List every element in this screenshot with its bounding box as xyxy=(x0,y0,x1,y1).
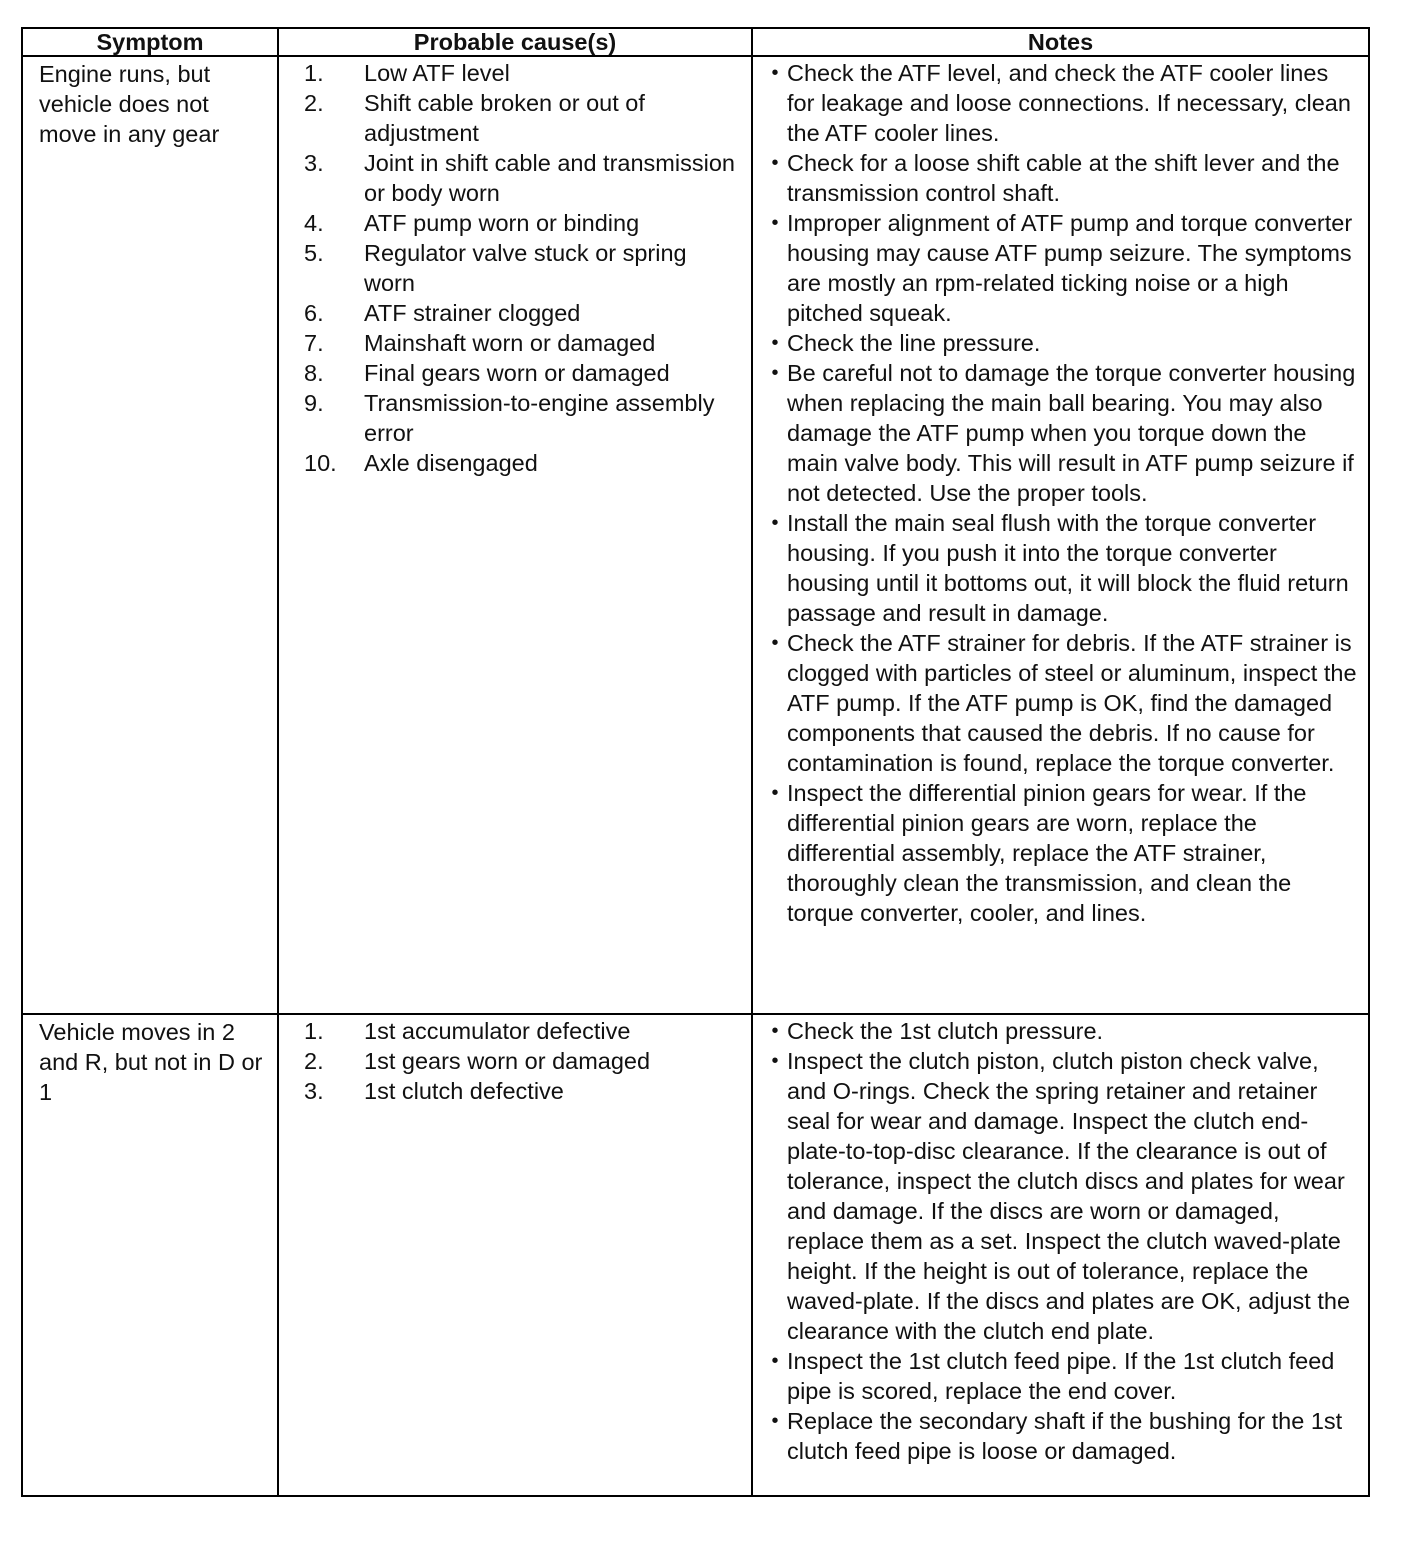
cause-item xyxy=(304,1016,741,1046)
bullet-icon: • xyxy=(771,62,779,84)
bullet-icon: • xyxy=(771,1050,779,1072)
bullet-icon: • xyxy=(771,782,779,804)
symptom-cell: Engine runs, but vehicle does not move in any gear xyxy=(22,56,278,1014)
header-row xyxy=(22,28,1369,56)
cause-text: Joint in shift cable and transmission or body worn xyxy=(364,150,735,206)
note-text: Check for a loose shift cable at the shift lever and the transmission control shaft. xyxy=(787,150,1340,206)
cause-number: 7. xyxy=(304,330,324,356)
note-text: Inspect the differential pinion gears for wear. If the differential pinion gears are worn, replace the differential assembly, replace the ATF strainer, thoroughly clean the transmission, and clean the torque converter, cooler, and lines. xyxy=(787,780,1307,926)
cause-number: 3. xyxy=(304,150,324,176)
cause-item xyxy=(304,88,741,148)
note-item xyxy=(763,1346,1362,1406)
notes-cell xyxy=(752,56,1369,1014)
table-row xyxy=(22,56,1369,1014)
cause-text: ATF pump worn or binding xyxy=(364,210,640,236)
troubleshooting-table xyxy=(21,27,1370,1497)
note-item xyxy=(763,1046,1362,1346)
note-item xyxy=(763,208,1362,328)
note-item xyxy=(763,1406,1362,1466)
cause-item xyxy=(304,358,741,388)
cause-item xyxy=(304,208,741,238)
cause-number: 3. xyxy=(304,1078,324,1104)
cause-item xyxy=(304,238,741,298)
note-text: Be careful not to damage the torque converter housing when replacing the main ball bearing. You may also damage the ATF pump when you torque down the main valve body. This will result in ATF pump seizure if not detected. Use the proper tools. xyxy=(787,360,1356,506)
header-notes: Notes xyxy=(752,28,1369,56)
cause-text: Transmission-to-engine assembly error xyxy=(364,390,715,446)
cause-text: 1st accumulator defective xyxy=(364,1018,631,1044)
note-text: Inspect the clutch piston, clutch piston check valve, and O-rings. Check the spring retainer and retainer seal for wear and damage. Inspect the clutch end-plate-to-top-disc clearance. If the clearance is out of tolerance, inspect the clutch discs and plates for wear and damage. If the discs are worn or damaged, replace them as a set. Inspect the clutch waved-plate height. If the height is out of tolerance, replace the waved-plate. If the discs and plates are OK, adjust the clearance with the clutch end plate. xyxy=(787,1048,1351,1344)
cause-item xyxy=(304,388,741,448)
note-item xyxy=(763,148,1362,208)
note-item xyxy=(763,1016,1362,1046)
cause-item xyxy=(304,298,741,328)
bullet-icon: • xyxy=(771,1350,779,1372)
cause-item xyxy=(304,328,741,358)
cause-item xyxy=(304,1046,741,1076)
cause-text: ATF strainer clogged xyxy=(364,300,581,326)
notes-cell xyxy=(752,1014,1369,1496)
cause-item xyxy=(304,148,741,208)
header-probable-causes: Probable cause(s) xyxy=(278,28,752,56)
bullet-icon: • xyxy=(771,152,779,174)
cause-number: 8. xyxy=(304,360,324,386)
cause-text: 1st clutch defective xyxy=(364,1078,564,1104)
cause-number: 5. xyxy=(304,240,324,266)
cause-text: Final gears worn or damaged xyxy=(364,360,670,386)
bullet-icon: • xyxy=(771,212,779,234)
table-row xyxy=(22,1014,1369,1496)
note-text: Check the ATF strainer for debris. If the ATF strainer is clogged with particles of steel or aluminum, inspect the ATF pump. If the ATF pump is OK, find the damaged components that caused the debris. If no cause for contamination is found, replace the torque converter. xyxy=(787,630,1357,776)
cause-text: Mainshaft worn or damaged xyxy=(364,330,656,356)
cause-number: 2. xyxy=(304,90,324,116)
note-text: Check the 1st clutch pressure. xyxy=(787,1018,1104,1044)
note-text: Replace the secondary shaft if the bushing for the 1st clutch feed pipe is loose or damaged. xyxy=(787,1408,1343,1464)
cause-text: Low ATF level xyxy=(364,60,510,86)
cause-number: 10. xyxy=(304,450,337,476)
cause-number: 2. xyxy=(304,1048,324,1074)
cause-text: Axle disengaged xyxy=(364,450,538,476)
note-item xyxy=(763,778,1362,928)
cause-number: 1. xyxy=(304,60,324,86)
cause-text: 1st gears worn or damaged xyxy=(364,1048,651,1074)
cause-number: 6. xyxy=(304,300,324,326)
header-symptom: Symptom xyxy=(22,28,278,56)
bullet-icon: • xyxy=(771,632,779,654)
symptom-cell: Vehicle moves in 2 and R, but not in D or 1 xyxy=(22,1014,278,1496)
note-text: Check the line pressure. xyxy=(787,330,1041,356)
note-item xyxy=(763,328,1362,358)
note-item xyxy=(763,58,1362,148)
cause-number: 9. xyxy=(304,390,324,416)
note-text: Install the main seal flush with the torque converter housing. If you push it into the torque converter housing until it bottoms out, it will block the fluid return passage and result in damage. xyxy=(787,510,1349,626)
note-item xyxy=(763,358,1362,508)
bullet-icon: • xyxy=(771,362,779,384)
bullet-icon: • xyxy=(771,1410,779,1432)
cause-number: 4. xyxy=(304,210,324,236)
note-text: Improper alignment of ATF pump and torque converter housing may cause ATF pump seizure. The symptoms are mostly an rpm-related ticking noise or a high pitched squeak. xyxy=(787,210,1353,326)
note-text: Inspect the 1st clutch feed pipe. If the 1st clutch feed pipe is scored, replace the end cover. xyxy=(787,1348,1335,1404)
note-item xyxy=(763,628,1362,778)
bullet-icon: • xyxy=(771,332,779,354)
cause-text: Regulator valve stuck or spring worn xyxy=(364,240,687,296)
cause-item xyxy=(304,1076,741,1106)
bullet-icon: • xyxy=(771,512,779,534)
causes-cell xyxy=(278,1014,752,1496)
cause-number: 1. xyxy=(304,1018,324,1044)
causes-cell xyxy=(278,56,752,1014)
note-item xyxy=(763,508,1362,628)
cause-item xyxy=(304,58,741,88)
cause-text: Shift cable broken or out of adjustment xyxy=(364,90,645,146)
note-text: Check the ATF level, and check the ATF cooler lines for leakage and loose connections. If necessary, clean the ATF cooler lines. xyxy=(787,60,1351,146)
cause-item xyxy=(304,448,741,478)
bullet-icon: • xyxy=(771,1020,779,1042)
